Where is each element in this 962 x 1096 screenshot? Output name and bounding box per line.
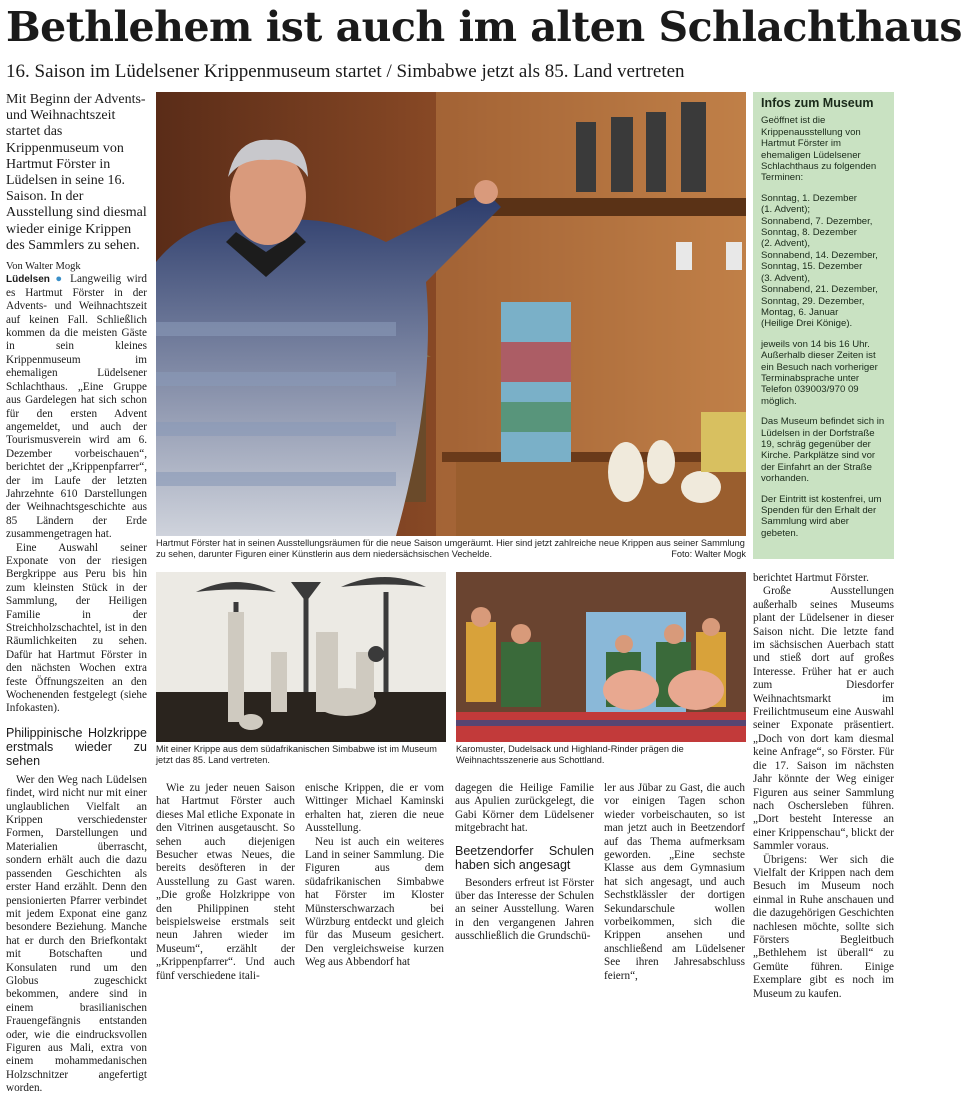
- lead-paragraph: Mit Beginn der Advents- und Weihnachtszeit startet das Krippenmuseum von Hartmut Förster in Lüdelsen in seine 16. Saison. In der Ausstellung sind diesmal wieder einige Krippen des Sammlers zu sehen.: [6, 92, 147, 253]
- main-photo: [156, 92, 746, 536]
- info-box-hours: jeweils von 14 bis 16 Uhr. Außerhalb dieser Zeiten ist ein Besuch nach vorheriger Terminabsprache unter Telefon 039003/970 09 möglich.: [761, 338, 878, 407]
- main-photo-image: [156, 92, 746, 536]
- schottland-photo: [456, 572, 746, 742]
- simbabwe-photo-image: [156, 572, 446, 742]
- column-3: [305, 782, 444, 969]
- info-box-dates: [761, 193, 886, 330]
- article-paragraph: Wie zu jeder neuen Saison hat Hartmut Förster auch dieses Mal etliche Exponate in den Vitrinen ausgetauscht. So sehen auch diejenigen Besucher etwas Neues, die bereits desöfteren in der Ausstellung zu Gast waren. „Die große Holzkrippe von den Philippinen steht beispielsweise erstmals seit neun Jahren wieder im Museum“, erzählt der „Krippenpfarrer“. Und auch fünf verschiedene itali-: [156, 782, 295, 982]
- photo-credit: Foto: Walter Mogk: [671, 549, 746, 559]
- article-paragraph: [6, 273, 147, 541]
- main-photo-caption: [156, 538, 746, 560]
- date-line: Montag, 6. Januar: [761, 306, 839, 318]
- info-box-admission: Der Eintritt ist kostenfrei, um Spenden für den Erhalt der Sammlung wird aber gebeten.: [761, 493, 882, 539]
- subheadline: 16. Saison im Lüdelsener Krippenmuseum startet / Simbabwe jetzt als 85. Land vertreten: [6, 61, 685, 82]
- dateline: Lüdelsen: [6, 274, 50, 286]
- info-box: [753, 92, 894, 559]
- info-box-location: Das Museum befindet sich in Lüdelsen in der Dorfstraße 19, schräg gegenüber der Kirche. Parkplätze sind vor der Einfahrt an der Straße vorhanden.: [761, 416, 885, 485]
- article-paragraph: Neu ist auch ein weiteres Land in seiner Sammlung. Die Figuren aus dem südafrikanischen Simbabwe hat Förster im Kloster Münsterschwarzach bei Würzburg entdeckt und gleich für das Museum gesichert. Den vergleichsweise kurzen Weg aus Abbendorf hat: [305, 835, 444, 969]
- article-paragraph: Besonders erfreut ist Förster über das Interesse der Schulen an seiner Ausstellung. Waren in den vergangenen Jahren ausschließlich die Grundschü-: [455, 876, 594, 943]
- article-paragraph: dagegen die Heilige Familie aus Apulien zurückgelegt, die Gabi Körner dem Lüdelsener mitgebracht hat.: [455, 782, 594, 835]
- date-line: (Heilige Drei Könige).: [761, 318, 853, 330]
- date-line: Sonntag, 15. Dezember: [761, 261, 863, 273]
- date-line: Sonnabend, 14. Dezember,: [761, 249, 878, 261]
- simbabwe-photo: [156, 572, 446, 742]
- date-line: Sonntag, 1. Dezember: [761, 192, 857, 204]
- caption-text: Hartmut Förster hat in seinen Ausstellungsräumen für die neue Saison umgeräumt. Hier sind jetzt zahlreiche neue Krippen aus seiner Sammlung zu sehen, darunter Figuren einer Künstlerin aus dem niedersächsischen Vechelde.: [156, 538, 745, 559]
- article-paragraph: Eine Auswahl seiner Exponate von der riesigen Bergkrippe aus Peru bis hin zum kleinsten Stück in der Sammlung, der Heiligen Familie in der Streichholzschachtel, ist in den Räumlichkeiten zu sehen. Dafür hat Hartmut Förster in den nächsten Wochen extra feste Öffnungszeiten an den Wochenenden festgelegt (siehe Infokasten).: [6, 541, 147, 715]
- byline: Von Walter Mogk: [6, 261, 81, 273]
- schottland-caption: Karomuster, Dudelsack und Highland-Rinder prägen die Weihnachtsszenerie aus Schottland.: [456, 744, 684, 765]
- section-subtitle: Beetzendorfer Schulen haben sich angesagt: [455, 843, 594, 872]
- date-line: Sonnabend, 7. Dezember,: [761, 215, 873, 227]
- column-5: [604, 782, 745, 982]
- section-subtitle: Philippinische Holzkrippe erstmals wieder zu sehen: [6, 725, 147, 768]
- schottland-photo-image: [456, 572, 746, 742]
- article-paragraph: berichtet Hartmut Förster.: [753, 572, 869, 584]
- info-box-intro: Geöffnet ist die Krippenausstellung von Hartmut Förster im ehemaligen Lüdelsener Schlachthaus zu folgenden Terminen:: [761, 115, 877, 184]
- info-box-title: Infos zum Museum: [761, 96, 874, 110]
- date-line: Sonnabend, 21. Dezember,: [761, 284, 878, 296]
- article-paragraph: Übrigens: Wer sich die Vielfalt der Krippen nach dem Besuch im Museum noch einmal in Ruhe anschauen und die dazugehörigen Geschichten nachlesen möchte, sollte sich Försters Begleitbuch „Bethlehem ist überall“ zu Gemüte führen. Einige Exemplare gibt es noch im Museum zu kaufen.: [753, 853, 894, 1000]
- date-line: (2. Advent),: [761, 238, 811, 250]
- column-1: [6, 92, 147, 1095]
- article-paragraph: ler aus Jübar zu Gast, die auch vor einigen Tagen schon wieder vorbeischauten, so ist man jetzt auch in Beetzendorf auf das Thema aufmerksam geworden. „Eine sechste Klasse aus dem Gymnasium hat sich angesagt, und auch Sechstklässler der dortigen Sekundarschule wollen vorbeikommen, sich die Krippen ansehen und anschließend am Lüdelsener See ihren Jahresabschluss feiern“,: [604, 782, 745, 982]
- date-line: (3. Advent),: [761, 272, 811, 284]
- date-line: Sonntag, 29. Dezember,: [761, 295, 865, 307]
- column-4: [455, 782, 594, 943]
- simbabwe-caption: Mit einer Krippe aus dem südafrikanischen Simbabwe ist im Museum jetzt das 85. Land vertreten.: [156, 744, 437, 765]
- date-line: (1. Advent);: [761, 204, 811, 216]
- column-2: [156, 782, 295, 982]
- article-paragraph: Wer den Weg nach Lüdelsen findet, wird nicht nur mit einer unglaublichen Vielfalt an Krippen verschiedenster Formen, Darstellungen und Materialien überrascht, sondern erhält auch die dazu passenden Geschichten als erster Hand erzählt. Denn den pensionierten Pfarrer verbindet mit jedem Exponat eine ganz besondere Beziehung. Manche hat er durch den Briefkontakt mit Botschaften und Konsulaten rund um den Globus zugeschickt bekommen, andere sind in einem brasilianischen Frauengefängnis entstanden oder, wie die eindrucksvollen Figuren aus Mali, extra von einem mohammedanischen Holzschnitzer angefertigt worden.: [6, 773, 147, 1095]
- article-text: Langweilig wird es Hartmut Förster in der Advents- und Weihnachtszeit auf keinen Fall. Schließlich kommen da die meisten Gäste in sein kleines Krippenmuseum im ehemaligen Lüdelsener Schlachthaus. „Eine Gruppe aus Gardelegen hat sich schon für den ersten Advent angemeldet, und auch der Tourismusverein wird am 6. Dezember vorbeischauen“, berichtet der „Krippenpfarrer“, der im Laufe der letzten Jahrzehnte 610 Darstellungen der Weihnachtsgeschichte aus 85 Ländern der Erde zusammengetragen hat.: [6, 273, 147, 541]
- article-paragraph: Große Ausstellungen außerhalb seines Museums plant der Lüdelsener in dieser Saison nicht. Die letzte fand im sächsischen Auerbach statt und stieß dort auf großes Interesse. Früher hat er auch zum Diesdorfer Weihnachtsmarkt im Freilichtmuseum eine Auswahl seiner Exponate präsentiert. „Doch von dort kam diesmal keine Anfrage“, so Förster. Für die 17. Saison im nächsten Jahr könnte der Weg einiger Figuren aus seiner Sammlung nach Oschersleben führen. „Dort besteht Interesse an einer Krippenschau“, blickt der Sammler voraus.: [753, 585, 894, 853]
- column-6: [753, 572, 894, 1000]
- bullet-icon: ●: [55, 273, 65, 286]
- article-paragraph: enische Krippen, die er vom Wittinger Michael Kaminski erhalten hat, zieren die neue Ausstellung.: [305, 782, 444, 835]
- date-line: Sonntag, 8. Dezember: [761, 227, 857, 239]
- headline: Bethlehem ist auch im alten Schlachthaus: [6, 3, 962, 51]
